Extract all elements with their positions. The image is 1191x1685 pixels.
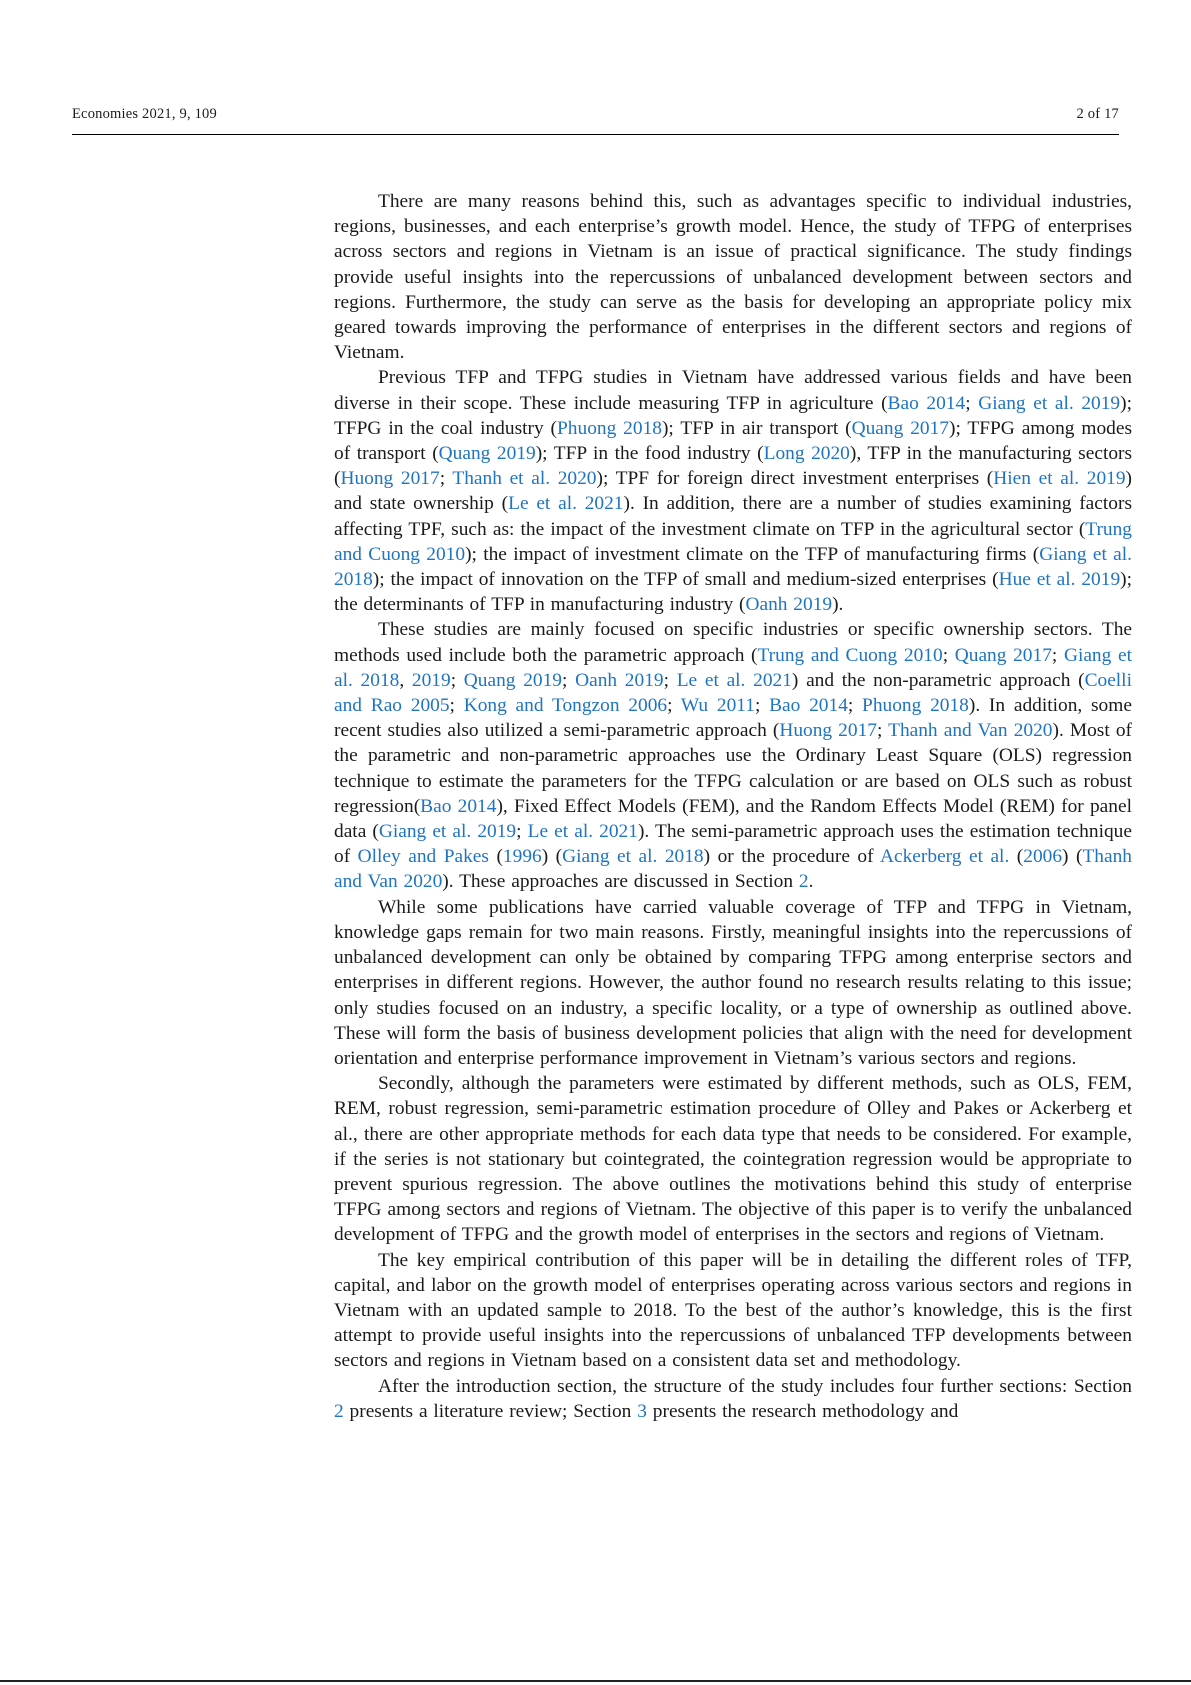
paragraph-text: presents the research methodology and <box>646 1400 959 1422</box>
citation-link[interactable]: Thanh et al. 2020 <box>452 468 597 490</box>
running-header <box>72 106 1119 135</box>
citation-link[interactable]: Le et al. 2021 <box>676 669 792 691</box>
paragraph-text: ; <box>754 695 770 717</box>
paragraph-text: ) or the procedure of <box>703 846 880 868</box>
paragraph-text: ; <box>942 644 955 666</box>
paragraph-text: ). In addition, some recent studies also utilized a semi-parametric approach ( <box>334 695 1132 742</box>
citation-link[interactable]: Phuong 2018 <box>557 417 662 439</box>
citation-link[interactable]: Quang 2017 <box>954 644 1052 666</box>
citation-link[interactable]: Trung and Cuong 2010 <box>334 518 1132 565</box>
body-paragraph <box>334 1248 1132 1374</box>
citation-link[interactable]: Le et al. 2021 <box>527 821 638 843</box>
citation-link[interactable]: Thanh and Van 2020 <box>334 846 1132 893</box>
paragraph-text: ), Fixed Effect Models (FEM), and the Random Effects Model (REM) for panel data ( <box>334 795 1132 843</box>
paragraph-text: ) ( <box>541 846 563 868</box>
paragraph-text: After the introduction section, the structure of the study includes four further sections: Section <box>378 1375 1132 1397</box>
paragraph-text: ). The semi-parametric approach uses the estimation technique of <box>334 821 1132 868</box>
paragraph-text: ; <box>876 720 889 742</box>
paragraph-text: ; <box>449 695 464 717</box>
citation-link[interactable]: 2 <box>798 871 809 893</box>
paragraph-text: ); the impact of investment climate on the TFP of manufacturing firms ( <box>465 543 1040 565</box>
paragraph-text: ); TFPG in the coal industry ( <box>334 392 1132 439</box>
paragraph-text: . <box>808 871 814 893</box>
citation-link[interactable]: 2019 <box>411 669 451 691</box>
paragraph-text: The key empirical contribution of this paper will be in detailing the different roles of TFP, capital, and labor on the growth model of enterprises operating across various sectors and regions in Vietnam with an updated sample to 2018. To the best of the author’s knowledge, this is the first attempt to provide useful insights into the repercussions of unbalanced TFP developments between sectors and regions in Vietnam based on a consistent data set and methodology. <box>334 1249 1132 1372</box>
paragraph-text: presents a literature review; Section <box>343 1400 638 1422</box>
paragraph-text: ) and state ownership ( <box>334 468 1132 515</box>
citation-link[interactable]: Huong 2017 <box>340 468 440 490</box>
body-paragraph <box>334 189 1132 365</box>
paragraph-text: , <box>399 669 412 691</box>
citation-link[interactable]: Giang et al. 2018 <box>334 543 1132 591</box>
paragraph-text: These studies are mainly focused on specific industries or specific ownership sectors. The methods used include both the parametric approach ( <box>334 619 1132 666</box>
citation-link[interactable]: Quang 2019 <box>463 669 562 691</box>
paragraph-text: ; <box>965 392 979 414</box>
paragraph-text: ; <box>667 695 681 717</box>
citation-link[interactable]: 2006 <box>1023 846 1063 868</box>
paragraph-text: ). Most of the parametric and non-parametric approaches use the Ordinary Least Square (OLS) regression technique to estimate the parameters for the TFPG calculation or are based on OLS such as robust regression( <box>334 720 1132 817</box>
paragraph-text: There are many reasons behind this, such as advantages specific to individual industries, regions, businesses, and each enterprise’s growth model. Hence, the study of TFPG of enterprises across sectors and regions in Vietnam is an issue of practical significance. The study findings provide useful insights into the repercussions of unbalanced development between sectors and regions. Furthermore, the study can serve as the basis for developing an appropriate policy mix geared towards improving the performance of enterprises in the different sectors and regions of Vietnam. <box>334 191 1132 364</box>
paragraph-text: Previous TFP and TFPG studies in Vietnam have addressed various fields and have been diverse in their scope. These include measuring TFP in agriculture ( <box>334 367 1132 414</box>
citation-link[interactable]: Giang et al. 2018 <box>334 644 1132 691</box>
citation-link[interactable]: Oanh 2019 <box>575 669 664 691</box>
paragraph-text: ); the determinants of TFP in manufacturing industry ( <box>334 569 1132 616</box>
citation-link[interactable]: Huong 2017 <box>779 720 877 742</box>
citation-link[interactable]: Quang 2017 <box>851 417 949 439</box>
paragraph-text: ). These approaches are discussed in Section <box>442 871 799 893</box>
article-body <box>334 189 1132 1424</box>
paragraph-text: Secondly, although the parameters were estimated by different methods, such as OLS, FEM, REM, robust regression, semi-parametric estimation procedure of Olley and Pakes or Ackerberg et al., there are other appropriate methods for each data type that needs to be considered. For example, if the series is not stationary but cointegrated, the cointegration regression would be appropriate to prevent spurious regression. The above outlines the motivations behind this study of enterprise TFPG among sectors and regions of Vietnam. The objective of this paper is to verify the unbalanced development of TFPG and the growth model of enterprises in the sectors and regions of Vietnam. <box>334 1073 1132 1246</box>
citation-link[interactable]: Wu 2011 <box>680 695 755 717</box>
citation-link[interactable]: Bao 2014 <box>420 795 497 817</box>
page-number: 2 of 17 <box>1076 106 1119 122</box>
paragraph-text: ); TFPG among modes of transport ( <box>334 417 1133 465</box>
paragraph-text: ) and the non-parametric approach ( <box>791 669 1085 691</box>
paragraph-text: ) ( <box>1062 846 1083 868</box>
paragraph-text: ); the impact of innovation on the TFP of small and medium-sized enterprises ( <box>372 569 999 591</box>
body-paragraph <box>334 617 1132 894</box>
citation-link[interactable]: 3 <box>637 1400 647 1422</box>
citation-link[interactable]: Giang et al. 2018 <box>562 846 704 868</box>
citation-link[interactable]: Bao 2014 <box>769 695 848 717</box>
citation-link[interactable]: Coelli and Rao 2005 <box>334 669 1132 717</box>
citation-link[interactable]: Bao 2014 <box>887 392 966 414</box>
paragraph-text: ). <box>832 594 844 616</box>
citation-link[interactable]: Phuong 2018 <box>862 695 969 717</box>
paragraph-text: ; <box>663 669 677 691</box>
paragraph-text: ; <box>847 695 863 717</box>
paragraph-text: ; <box>450 669 464 691</box>
citation-link[interactable]: Ackerberg et al. <box>880 846 1010 868</box>
citation-link[interactable]: Giang et al. 2019 <box>978 392 1121 414</box>
body-paragraph <box>334 1374 1132 1424</box>
paragraph-text: ; <box>561 669 576 691</box>
citation-link[interactable]: Long 2020 <box>763 443 850 465</box>
paragraph-text: ; <box>516 821 528 843</box>
paragraph-text: ; <box>439 468 453 490</box>
citation-link[interactable]: 1996 <box>502 846 542 868</box>
citation-link[interactable]: Trung and Cuong 2010 <box>757 644 943 666</box>
body-paragraph <box>334 1071 1132 1247</box>
citation-link[interactable]: Oanh 2019 <box>745 594 833 616</box>
citation-link[interactable]: Quang 2019 <box>438 443 536 465</box>
body-paragraph <box>334 895 1132 1071</box>
paragraph-text: ); TFP in the food industry ( <box>535 443 764 465</box>
citation-link[interactable]: Hien et al. 2019 <box>993 468 1126 490</box>
paragraph-text: ), TFP in the manufacturing sectors ( <box>334 443 1133 490</box>
citation-link[interactable]: 2 <box>334 1400 344 1422</box>
paragraph-text: While some publications have carried valuable coverage of TFP and TFPG in Vietnam, knowledge gaps remain for two main reasons. Firstly, meaningful insights into the repercussions of unbalanced development can only be obtained by comparing TFPG among enterprise sectors and enterprises in different regions. However, the author found no research results relating to this issue; only studies focused on an industry, a specific locality, or a type of ownership as outlined above. These will form the basis of business development policies that align with the need for development orientation and enterprise performance improvement in Vietnam’s various sectors and regions. <box>334 896 1132 1069</box>
citation-link[interactable]: Hue et al. 2019 <box>998 569 1121 591</box>
paragraph-text: ); TFP in air transport ( <box>661 417 852 439</box>
citation-link[interactable]: Olley and Pakes <box>357 846 489 868</box>
citation-link[interactable]: Le et al. 2021 <box>508 493 624 515</box>
page-bottom-divider <box>0 1680 1191 1682</box>
journal-citation: Economies 2021, 9, 109 <box>72 106 217 122</box>
paragraph-text: ). In addition, there are a number of studies examining factors affecting TPF, such as: the impact of the investment climate on TFP in the agricultural sector ( <box>334 493 1132 540</box>
paragraph-text: ; <box>1051 644 1064 666</box>
citation-link[interactable]: Giang et al. 2019 <box>378 821 517 843</box>
body-paragraph <box>334 365 1132 617</box>
paragraph-text: ( <box>1009 846 1024 868</box>
paragraph-text: ); TPF for foreign direct investment enterprises ( <box>596 468 994 490</box>
citation-link[interactable]: Kong and Tongzon 2006 <box>463 695 668 717</box>
citation-link[interactable]: Thanh and Van 2020 <box>888 720 1053 742</box>
paragraph-text: ( <box>488 846 503 868</box>
